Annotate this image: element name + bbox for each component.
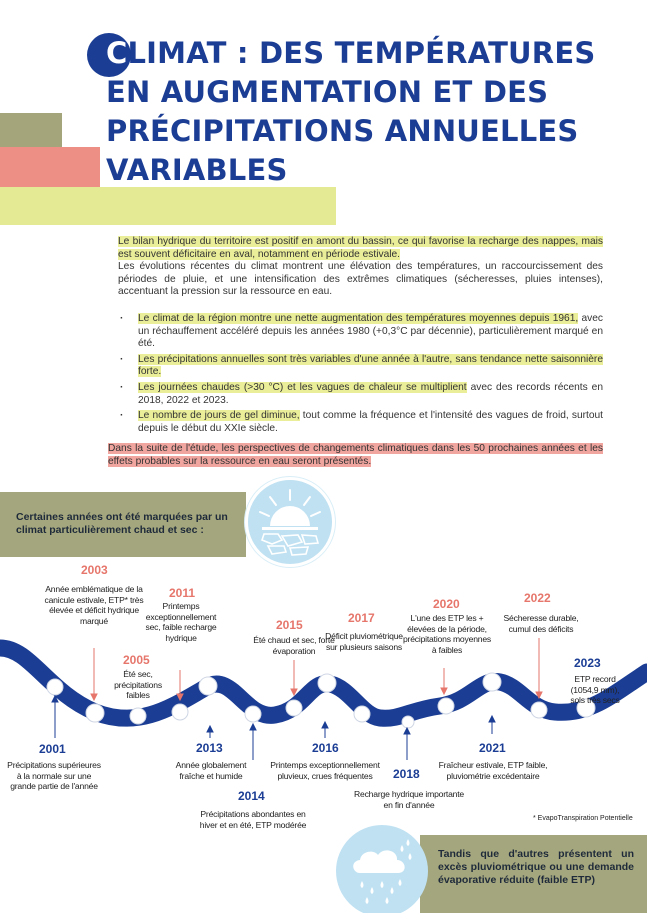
event-2023: ETP record (1054,9 mm), sols très secs [570,674,620,706]
event-2014: Précipitations abondantes en hiver et en été, ETP modérée [199,809,307,830]
event-2003: Année emblématique de la canicule estivale, ETP* très élevée et déficit hydrique marqué [44,584,144,626]
bullet-highlight: Les précipitations annuelles sont très variables d'une année à l'autre, sans tendance nette saisonnière forte. [138,353,603,378]
event-2017: Déficit pluviométrique sur plusieurs saisons [325,631,403,652]
year-2011: 2011 [169,586,196,600]
title-rest: LIMAT : DES TEMPÉRATURES EN AUGMENTATION ET DES PRÉCIPITATIONS ANNUELLES VARIABLES [106,36,596,187]
event-2022: Sécheresse durable, cumul des déficits [503,613,579,634]
bullet-item [118,313,603,351]
year-2020: 2020 [433,597,460,611]
bullet-item [118,410,603,435]
event-2015: Été chaud et sec, forte évaporation [253,635,335,656]
year-2022: 2022 [524,591,551,605]
bullet-text: avec des records récents en 2018, 2022 et 2023. [138,381,603,406]
conclusion-highlight: Dans la suite de l'étude, les perspectives de changements climatiques dans les 50 prochaines années et les effets probables sur la ressource en eau seront présentés. [108,443,603,467]
event-2020: L'une des ETP les + élevées de la période, précipitations moyennes à faibles [402,613,492,655]
year-2005: 2005 [123,653,150,667]
event-2001: Précipitations supérieures à la normale sur une grande partie de l'année [7,760,101,792]
bullet-text: tout comme la fréquence et l'intensité des vagues de froid, surtout depuis le début du XXIe siècle. [138,410,603,434]
bullet-item [118,382,603,407]
decor-yellow-block [0,187,336,225]
year-2001: 2001 [39,742,66,756]
year-2023: 2023 [574,656,601,670]
event-2013: Année globalement fraîche et humide [175,760,247,781]
year-2018: 2018 [393,767,420,781]
climate-bullet-list [118,313,603,438]
rain-cloud-icon [336,825,428,913]
conclusion-paragraph [108,443,603,469]
page-title [106,34,636,190]
year-2014: 2014 [238,789,265,803]
footnote-etp: * EvapoTranspiration Potentielle [533,815,633,822]
intro-normal: Les évolutions récentes du climat montrent une élévation des températures, un raccourcissement des périodes de pluie, et une intensification des extrêmes climatiques (sécheresses, pluies intenses), accentuant la pression sur la ressource en eau. [118,261,603,298]
hot-years-text: Certaines années ont été marquées par un climat particulièrement chaud et sec : [16,511,228,536]
year-2015: 2015 [276,618,303,632]
decor-salmon-block [0,147,100,187]
bullet-text: avec un réchauffement accéléré depuis les années 1980 (+0,3°C par décennie), particulièrement marqué en été. [138,313,604,350]
year-2013: 2013 [196,741,223,755]
year-2017: 2017 [348,611,375,625]
event-2021: Fraîcheur estivale, ETP faible, pluviométrie excédentaire [438,760,548,781]
bullet-highlight: Le climat de la région montre une nette augmentation des températures moyennes depuis 1961, [138,313,579,324]
decor-olive-block [0,113,62,147]
event-2011: Printemps exceptionnellement sec, faible recharge hydrique [145,601,217,643]
bullet-item [118,354,603,379]
bullet-highlight: Les journées chaudes (>30 °C) et les vagues de chaleur se multiplient [138,381,467,393]
year-2016: 2016 [312,741,339,755]
event-2016: Printemps exceptionnellement pluvieux, crues fréquentes [270,760,380,781]
intro-highlight: Le bilan hydrique du territoire est positif en amont du bassin, ce qui favorise la recharge des nappes, mais est souvent déficitaire en aval, notamment en période estivale. [118,236,603,260]
year-2003: 2003 [81,563,108,577]
wet-years-text: Tandis que d'autres présentent un excès pluviométrique ou une demande évaporative réduite (faible ETP) [438,848,634,886]
year-2021: 2021 [479,741,506,755]
title-first-letter: C [106,36,128,70]
intro-paragraph [118,236,603,299]
sun-drought-icon [245,477,335,567]
event-2018: Recharge hydrique importante en fin d'année [354,789,465,810]
event-2005: Été sec, précipitations faibles [114,669,162,701]
bullet-highlight: Le nombre de jours de gel diminue, [138,410,300,422]
